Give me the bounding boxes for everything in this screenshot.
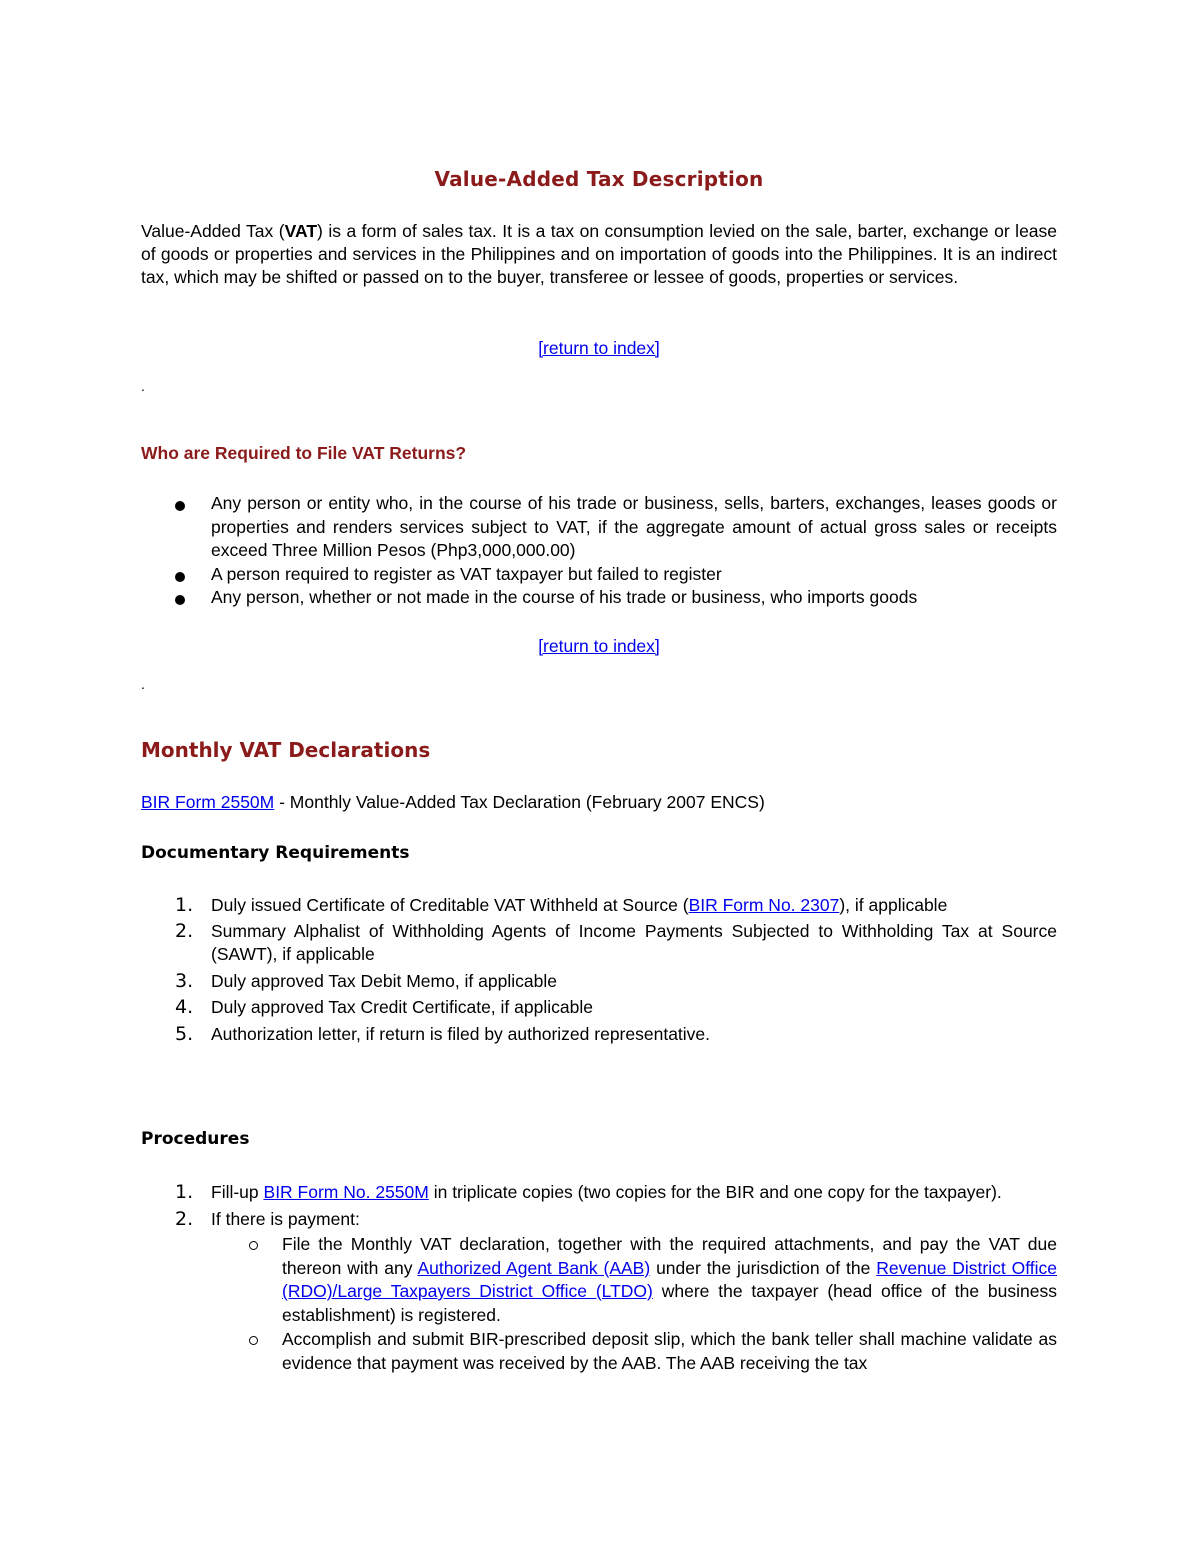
- list-item: 2. Summary Alphalist of Withholding Agents of Income Payments Subjected to Withholding Tax at Source (SAWT), if applicable: [175, 919, 1057, 964]
- item-number: 1.: [175, 894, 194, 916]
- bullet-icon: [175, 572, 185, 582]
- who-heading: Who are Required to File VAT Returns?: [141, 443, 467, 463]
- item-number: 5.: [175, 1022, 194, 1045]
- procedures-heading: Procedures: [141, 1129, 250, 1149]
- monthly-heading: Monthly VAT Declarations: [141, 738, 431, 762]
- item-number: 1.: [175, 1181, 194, 1203]
- return-to-index-row: [141, 338, 1057, 359]
- list-item: 1. Duly issued Certificate of Creditable VAT Withheld at Source (BIR Form No. 2307), if applicable: [175, 894, 948, 916]
- list-item: Any person or entity who, in the course of his trade or business, sells, barters, exchanges, leases goods or properties and renders services subject to VAT, if the aggregate amount of actual gross sales or receipts exceed Three Million Pesos (Php3,000,000.00): [141, 492, 1057, 563]
- list-item: 4. Duly approved Tax Credit Certificate, if applicable: [175, 996, 593, 1018]
- doc-req-list: [141, 894, 1057, 1046]
- form-desc: - Monthly Value-Added Tax Declaration (February 2007 ENCS): [274, 792, 765, 812]
- procedures-list: [141, 1181, 1057, 1375]
- item-number: 2.: [175, 1207, 194, 1230]
- list-item: 5. Authorization letter, if return is filed by authorized representative.: [175, 1022, 711, 1045]
- bir-form-2550m-link[interactable]: BIR Form No. 2550M: [263, 1182, 429, 1202]
- list-item: 3. Duly approved Tax Debit Memo, if applicable: [175, 969, 557, 992]
- intro-text-cont: ) is a form of sales tax. It is a tax on consumption levied on the sale, barter, exchange or lease of goods or properties and services in the Philippines and on importation of goods into the Philippines. It is an indirect tax, which may be shifted or passed on to the buyer, transferee or lessee of goods, properties or services.: [141, 221, 1058, 287]
- doc-req-heading: Documentary Requirements: [141, 843, 410, 863]
- circle-bullet-icon: [249, 1336, 258, 1345]
- return-to-index-link[interactable]: [return to index]: [538, 338, 660, 358]
- page-title: Value-Added Tax Description: [434, 167, 764, 191]
- list-item: Any person, whether or not made in the course of his trade or business, who imports goods: [141, 586, 1057, 610]
- who-list: [141, 492, 1057, 610]
- separator-dot: .: [141, 676, 145, 692]
- list-item: 2. If there is payment:: [175, 1207, 360, 1230]
- item-number: 4.: [175, 996, 194, 1018]
- bullet-icon: [175, 595, 185, 605]
- item-number: 2.: [175, 919, 194, 942]
- vat-abbrev: VAT: [284, 221, 318, 241]
- vat-description: [141, 220, 1057, 289]
- rdo-ltdo-link[interactable]: Revenue District Office (RDO)/Large Taxpayers District Office (LTDO): [282, 1257, 1058, 1301]
- bullet-icon: [175, 501, 185, 511]
- sub-list-item: Accomplish and submit BIR-prescribed deposit slip, which the bank teller shall machine validate as evidence that payment was received by the AAB. The AAB receiving the tax: [141, 1328, 1057, 1375]
- authorized-agent-bank-link[interactable]: Authorized Agent Bank (AAB): [417, 1257, 651, 1278]
- circle-bullet-icon: [249, 1241, 258, 1250]
- intro-text: Value-Added Tax (: [141, 221, 285, 241]
- return-to-index-row: [141, 636, 1057, 657]
- return-to-index-link[interactable]: [return to index]: [538, 636, 660, 656]
- bir-form-2550m-link[interactable]: BIR Form 2550M: [141, 792, 275, 812]
- sub-list-item: File the Monthly VAT declaration, together with the required attachments, and pay the VAT due thereon with any Authorized Agent Bank (AAB) under the jurisdiction of the Revenue District Office (RDO)/Large Taxpayers District Office (LTDO) where the taxpayer (head office of the business establishment) is registered.: [141, 1233, 1057, 1327]
- form-line: [141, 791, 1057, 814]
- separator-dot: .: [141, 378, 145, 394]
- bir-form-2307-link[interactable]: BIR Form No. 2307: [688, 895, 840, 915]
- list-item: 1. Fill-up BIR Form No. 2550M in triplicate copies (two copies for the BIR and one copy for the taxpayer).: [175, 1181, 1002, 1203]
- list-item: A person required to register as VAT taxpayer but failed to register: [141, 563, 1057, 587]
- item-number: 3.: [175, 969, 194, 992]
